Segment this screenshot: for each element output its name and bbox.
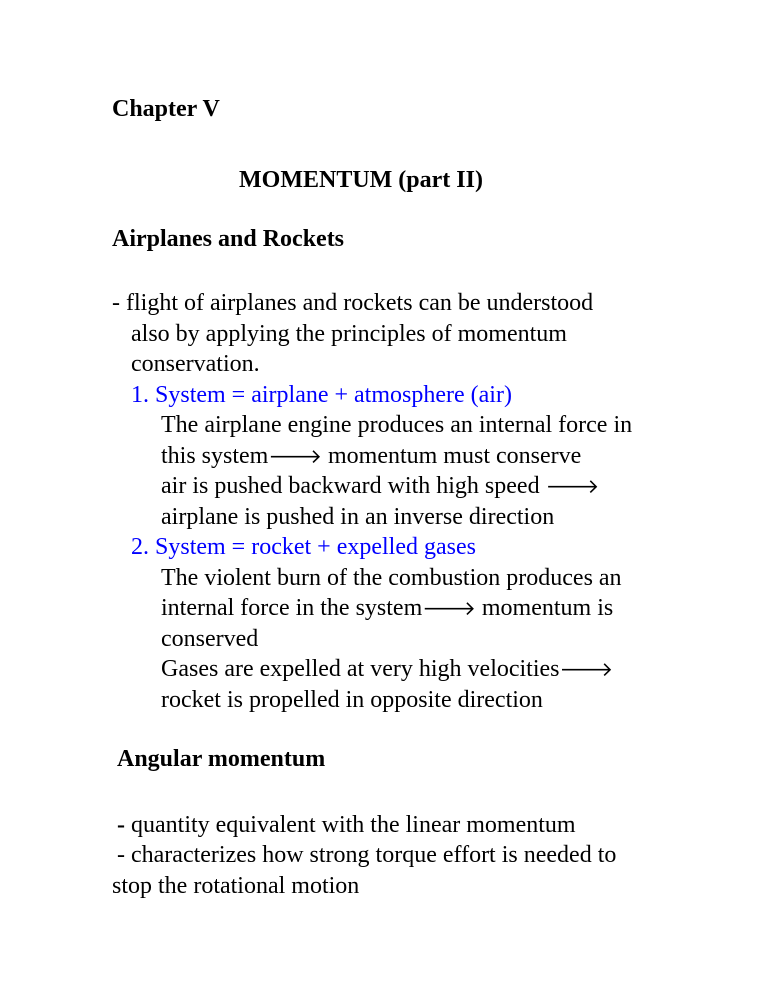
item-2-heading: 2. System = rocket + expelled gases (131, 534, 476, 560)
angular-bullet-1-dash: - (117, 812, 125, 838)
item-1-line-2a: this system (161, 443, 269, 469)
arrow-icon: 🡒 (268, 444, 322, 468)
angular-bullet-1 (117, 811, 576, 839)
item-2-line-2 (161, 594, 613, 622)
page-title: MOMENTUM (part II) (239, 167, 483, 193)
intro-line-1: - flight of airplanes and rockets can be understood (112, 290, 594, 316)
section-heading-airplanes-rockets: Airplanes and Rockets (112, 226, 345, 252)
arrow-icon: 🡒 (545, 474, 600, 498)
item-1-line-2b: momentum must conserve (321, 443, 582, 469)
item-1-line-3 (161, 472, 599, 500)
arrow-icon: 🡒 (422, 596, 476, 620)
item-1-line-3-text: air is pushed backward with high speed (161, 473, 546, 499)
chapter-heading: Chapter V (112, 96, 220, 122)
intro-line-2: also by applying the principles of momentum (131, 321, 567, 347)
item-1-line-1: The airplane engine produces an internal force in (161, 412, 633, 438)
item-2-line-2b: momentum is (475, 595, 614, 621)
section-heading-angular-momentum: Angular momentum (117, 746, 326, 772)
intro-line-3: conservation. (131, 351, 260, 377)
angular-bullet-2: - characterizes how strong torque effort is needed to (117, 842, 617, 868)
item-2-line-3: conserved (161, 626, 259, 652)
item-2-line-1: The violent burn of the combustion produces an (161, 565, 622, 591)
item-1-line-2 (161, 442, 581, 470)
item-1-line-4: airplane is pushed in an inverse direction (161, 504, 555, 530)
item-2-line-4-text: Gases are expelled at very high velocities (161, 656, 560, 682)
item-2-line-5: rocket is propelled in opposite direction (161, 687, 543, 713)
angular-bullet-2-cont: stop the rotational motion (112, 873, 360, 899)
arrow-icon: 🡒 (559, 657, 614, 681)
item-2-line-4 (161, 655, 613, 683)
item-1-heading: 1. System = airplane + atmosphere (air) (131, 382, 512, 408)
angular-bullet-1-text: quantity equivalent with the linear momentum (125, 812, 576, 838)
item-2-line-2a: internal force in the system (161, 595, 423, 621)
